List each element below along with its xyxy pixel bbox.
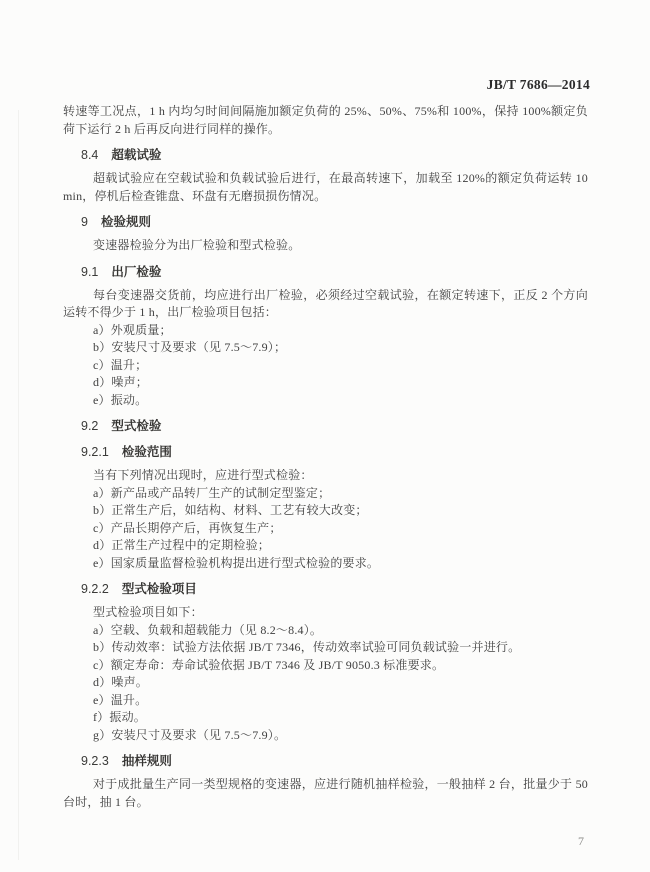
content-area [63,103,588,811]
paragraph-continued: 转速等工况点，1 h 内均匀时间间隔施加额定负荷的 25%、50%、75%和 100%，保持 100%额定负荷下运行 2 h 后再反向进行同样的操作。 [63,104,588,136]
paragraph-type-test-scope: 当有下列情况出现时，应进行型式检验： [93,468,313,482]
doc-number-header: JB/T 7686—2014 [486,77,590,92]
heading-9-2-2 [63,580,588,598]
heading-title: 抽样规则 [121,754,172,768]
heading-title: 超载试验 [111,148,162,162]
list-item: b）安装尺寸及要求（见 7.5～7.9）； [93,340,287,354]
list-item: a）新产品或产品转厂生产的试制定型鉴定； [93,485,331,500]
list-item: c）产品长期停产后，再恢复生产； [93,520,282,535]
list-item: c）温升； [93,357,148,372]
list-item: d）噪声； [93,375,149,389]
page-number: 7 [578,834,584,848]
list-item: d）正常生产过程中的定期检验； [93,538,271,552]
list-item: e）振动。 [93,392,148,407]
list-item: d）噪声。 [93,675,149,689]
list-item: a）空载、负载和超载能力（见 8.2～8.4）。 [93,622,323,637]
list-item: e）温升。 [93,692,148,707]
list-item: f）振动。 [93,710,146,724]
list-item: b）正常生产后，如结构、材料、工艺有较大改变； [93,503,368,517]
heading-number: 8.4 [81,148,99,162]
heading-8-4 [63,146,588,164]
heading-title: 检验范围 [121,445,172,459]
heading-title: 型式检验项目 [121,582,197,596]
heading-9-2 [63,417,588,435]
heading-9-1 [63,263,588,281]
list-item: e）国家质量监督检验机构提出进行型式检验的要求。 [93,555,380,570]
paragraph-overload-test: 超载试验应在空载试验和负载试验后进行，在最高转速下，加载至 120%的额定负荷运转 10 min，停机后检查锥盘、环盘有无磨损损伤情况。 [63,171,588,203]
heading-title: 检验规则 [100,215,151,229]
list-item: c）额定寿命：寿命试验依据 JB/T 7346 及 JB/T 9050.3 标准要求。 [93,657,445,672]
heading-number: 9.2.2 [81,582,109,596]
paragraph-sampling-rules: 对于成批量生产同一类型规格的变速器，应进行随机抽样检验，一般抽样 2 台，批量少于 50 台时，抽 1 台。 [63,777,588,809]
heading-9-2-3 [63,752,588,770]
heading-number: 9.1 [81,264,99,279]
heading-9 [63,213,588,231]
heading-title: 型式检验 [111,419,162,433]
heading-title: 出厂检验 [111,264,162,279]
heading-number: 9.2.1 [81,445,109,459]
paragraph-inspection-rules: 变速器检验分为出厂检验和型式检验。 [93,238,301,252]
heading-number: 9.2 [81,419,99,433]
list-item: g）安装尺寸及要求（见 7.5～7.9）。 [93,727,287,742]
list-item: a）外观质量； [93,322,172,337]
type-test-items-list [63,622,588,745]
heading-number: 9.2.3 [81,754,109,768]
heading-number: 9 [81,215,88,229]
paragraph-type-test-items-intro: 型式检验项目如下： [93,605,203,619]
paragraph-factory-inspection: 每台变速器交货前，均应进行出厂检验，必须经过空载试验，在额定转速下，正反 2 个方向运转不得少于 1 h，出厂检验项目包括： [63,287,588,319]
type-test-scope-list [63,485,588,573]
heading-9-2-1 [63,443,588,461]
scan-artifact-line [18,110,19,860]
list-item: b）传动效率：试验方法依据 JB/T 7346，传动效率试验可同负载试验一并进行。 [93,640,521,654]
factory-inspection-list [63,322,588,410]
